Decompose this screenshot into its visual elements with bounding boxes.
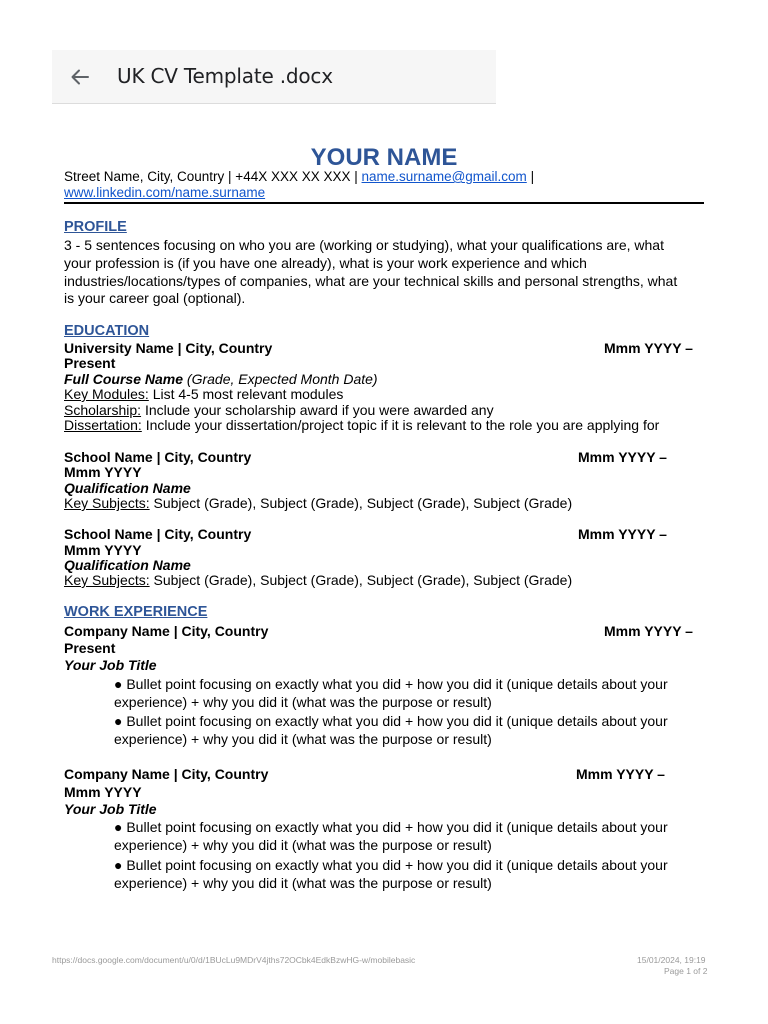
dissertation-label: Dissertation: [64,417,142,433]
key-modules [64,386,343,404]
profile-heading: PROFILE [64,219,127,235]
dissertation [64,417,659,435]
document-header-bar [52,50,496,104]
university-date-end: Present [64,355,116,371]
contact-line [64,169,534,184]
course-name: Full Course Name [64,371,184,387]
profile-line: your profession is (if you have one already), what is your work experience and which [64,255,587,271]
job-bullet: ● Bullet point focusing on exactly what you did + how you did it (unique details about your experience) + why you did it (what was the purpose or result) [114,857,668,891]
school-date-end: Mmm YYYY [64,542,142,558]
profile-line: 3 - 5 sentences focusing on who you are (working or studying), what your qualifications are, what [64,237,664,253]
key-subjects [64,495,572,513]
footer-timestamp: 15/01/2024, 19:19 [637,955,706,965]
work-experience-heading: WORK EXPERIENCE [64,604,208,620]
education-heading: EDUCATION [64,323,150,339]
job-bullet: ● Bullet point focusing on exactly what you did + how you did it (unique details about your experience) + why you did it (what was the purpose or result) [114,819,668,853]
document-title: UK CV Template .docx [117,64,333,88]
university-date-start: Mmm YYYY – [604,340,693,356]
qualification-name: Qualification Name [64,557,191,573]
job-title: Your Job Title [64,657,157,673]
job-title: Your Job Title [64,801,157,817]
key-subjects-value: Subject (Grade), Subject (Grade), Subject (Grade), Subject (Grade) [153,495,573,511]
job-bullet: ● Bullet point focusing on exactly what you did + how you did it (unique details about your experience) + why you did it (what was the purpose or result) [114,676,668,710]
school-name: School Name | City, Country [64,526,252,542]
cv-name: YOUR NAME [310,144,458,171]
job-date-start: Mmm YYYY – [604,623,693,639]
course-detail: (Grade, Expected Month Date) [186,371,378,387]
key-subjects [64,572,572,590]
job-date-start: Mmm YYYY – [576,766,665,782]
scholarship-value: Include your scholarship award if you were awarded any [144,402,494,418]
back-arrow-icon[interactable] [66,63,94,91]
company-name: Company Name | City, Country [64,623,269,639]
key-subjects-label: Key Subjects: [64,495,150,511]
footer-url: https://docs.google.com/document/u/0/d/1BUcLu9MDrV4jths72OCbk4EdkBzwHG-w/mobilebasic [52,955,416,965]
key-modules-label: Key Modules: [64,386,149,402]
school-date-start: Mmm YYYY – [578,526,667,542]
contact-address-phone: Street Name, City, Country | +44X XXX XX XXX | [64,169,358,184]
company-name: Company Name | City, Country [64,766,269,782]
school-name: School Name | City, Country [64,449,252,465]
university-name: University Name | City, Country [64,340,273,356]
qualification-name: Qualification Name [64,480,191,496]
school-date-start: Mmm YYYY – [578,449,667,465]
contact-separator: | [530,169,535,184]
key-modules-value: List 4-5 most relevant modules [152,386,344,402]
job-date-end: Mmm YYYY [64,784,142,800]
linkedin-line [64,185,265,200]
school-date-end: Mmm YYYY [64,464,142,480]
key-subjects-value: Subject (Grade), Subject (Grade), Subject (Grade), Subject (Grade) [153,572,573,588]
dissertation-value: Include your dissertation/project topic if it is relevant to the role you are applying for [145,417,660,433]
footer-page-number: Page 1 of 2 [664,966,708,976]
profile-line: industries/locations/types of companies, what are your technical skills and personal strengths, what [64,273,678,289]
header-divider [64,202,704,204]
profile-line: is your career goal (optional). [64,290,246,306]
email-link[interactable]: name.surname@gmail.com [361,169,527,184]
job-date-end: Present [64,640,116,656]
linkedin-link[interactable]: www.linkedin.com/name.surname [64,185,266,200]
job-bullet: ● Bullet point focusing on exactly what you did + how you did it (unique details about your experience) + why you did it (what was the purpose or result) [114,713,668,747]
key-subjects-label: Key Subjects: [64,572,150,588]
scholarship-label: Scholarship: [64,402,142,418]
